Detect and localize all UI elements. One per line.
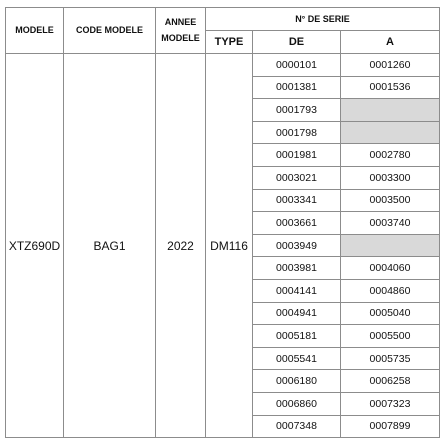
header-annee-line1: ANNEE xyxy=(164,17,197,27)
serial-a-cell: 0007899 xyxy=(341,415,440,438)
serial-de-cell: 0001381 xyxy=(253,76,341,99)
serial-a-cell: 0005500 xyxy=(341,325,440,348)
serial-a-cell: 0003740 xyxy=(341,212,440,235)
serial-de-cell: 0001798 xyxy=(253,121,341,144)
serial-a-cell xyxy=(341,121,440,144)
serial-a-cell: 0001536 xyxy=(341,76,440,99)
serial-de-cell: 0003981 xyxy=(253,257,341,280)
serial-de-cell: 0003661 xyxy=(253,212,341,235)
serial-de-cell: 0001793 xyxy=(253,99,341,122)
record-code-modele: BAG1 xyxy=(64,54,156,438)
serial-a-cell: 0007323 xyxy=(341,392,440,415)
serial-number-table xyxy=(5,7,440,438)
serial-de-cell: 0005541 xyxy=(253,347,341,370)
header-de: DE xyxy=(253,31,341,54)
header-annee-modele xyxy=(156,8,206,54)
serial-de-cell: 0003949 xyxy=(253,234,341,257)
record-modele: XTZ690D xyxy=(6,54,64,438)
serial-a-cell: 0005735 xyxy=(341,347,440,370)
header-serie: N° DE SERIE xyxy=(206,8,440,31)
serial-a-cell: 0004860 xyxy=(341,279,440,302)
serial-de-cell: 0000101 xyxy=(253,54,341,77)
serial-de-cell: 0004941 xyxy=(253,302,341,325)
serial-table-wrapper xyxy=(5,7,440,438)
header-modele: MODELE xyxy=(6,8,64,54)
record-type: DM116 xyxy=(206,54,253,438)
serial-a-cell xyxy=(341,99,440,122)
serial-a-cell xyxy=(341,234,440,257)
serial-de-cell: 0006180 xyxy=(253,370,341,393)
serial-de-cell: 0005181 xyxy=(253,325,341,348)
serial-a-cell: 0006258 xyxy=(341,370,440,393)
header-type: TYPE xyxy=(206,31,253,54)
serial-a-cell: 0004060 xyxy=(341,257,440,280)
serial-de-cell: 0006860 xyxy=(253,392,341,415)
record-annee-modele: 2022 xyxy=(156,54,206,438)
serial-de-cell: 0004141 xyxy=(253,279,341,302)
header-a: A xyxy=(341,31,440,54)
serial-a-cell: 0001260 xyxy=(341,54,440,77)
serial-a-cell: 0002780 xyxy=(341,144,440,167)
header-code-modele: CODE MODELE xyxy=(64,8,156,54)
serial-de-cell: 0007348 xyxy=(253,415,341,438)
serial-de-cell: 0003341 xyxy=(253,189,341,212)
serial-a-cell: 0003500 xyxy=(341,189,440,212)
serial-de-cell: 0003021 xyxy=(253,166,341,189)
serial-de-cell: 0001981 xyxy=(253,144,341,167)
serial-a-cell: 0005040 xyxy=(341,302,440,325)
serial-a-cell: 0003300 xyxy=(341,166,440,189)
table-row xyxy=(6,54,440,77)
header-annee-line2: MODELE xyxy=(161,33,200,43)
serial-table-body xyxy=(6,54,440,438)
